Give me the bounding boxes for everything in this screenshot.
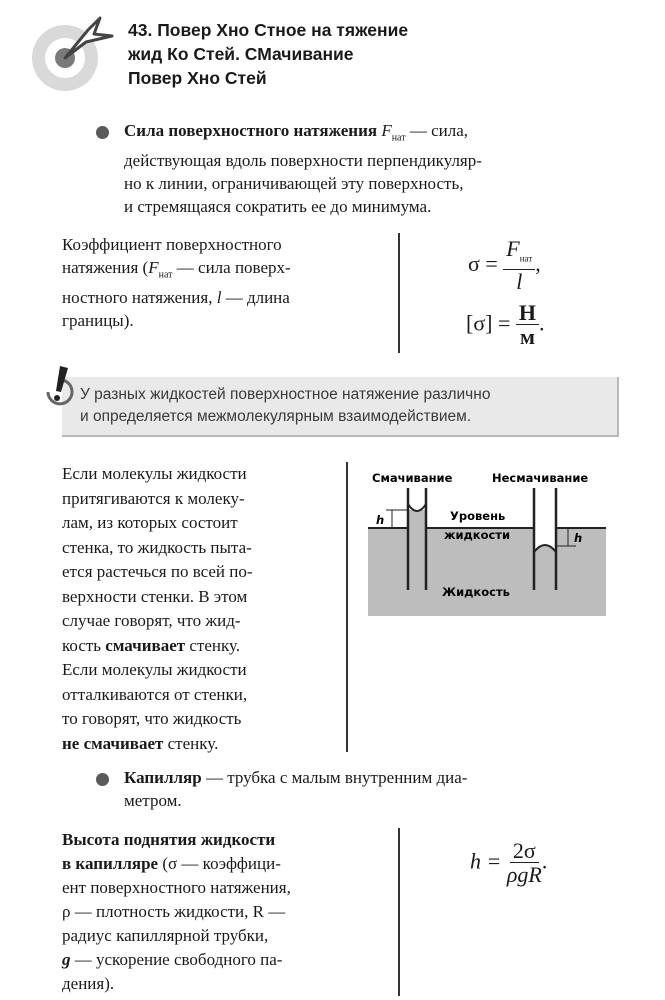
coef-symbol-f: F: [148, 258, 159, 277]
chapter-number: 43.: [128, 20, 153, 40]
bullet-icon: [96, 126, 109, 139]
wetting-line: Если молекулы жидкости: [62, 464, 247, 483]
wetting-line: случае говорят, что жид-: [62, 611, 241, 630]
term-not-wets: не смачивает: [62, 733, 164, 753]
exclamation-note-icon: [38, 362, 78, 408]
height-line-5: радиус капиллярной трубки,: [62, 926, 269, 945]
note-line-1: У разных жидкостей поверхностное натяжение различно: [80, 386, 491, 403]
divider-line: [398, 828, 400, 996]
note-line-2: и определяется межмолекулярным взаимодействием.: [80, 408, 472, 425]
divider-line: [346, 462, 348, 752]
coef-line-3b: — длина: [221, 288, 290, 308]
coef-line-2a: натяжения (: [62, 258, 149, 277]
title-line-2: жид Ко Стей. СМачивание: [128, 44, 354, 64]
height-line-3: ент поверхностного натяжения,: [62, 878, 291, 897]
definition-text-4: и стремящаяся сократить ее до минимума.: [124, 197, 432, 217]
concave-meniscus: [408, 504, 426, 511]
nonwetting-tube-inner: [534, 488, 556, 550]
label-level-2: жидкости: [444, 528, 511, 542]
coef-line-3a: ностного натяжения,: [62, 288, 217, 308]
unit-formula-num: Н: [516, 302, 539, 325]
height-line-6-rest: — ускорение свободного па-: [70, 950, 283, 969]
wetting-line: стенка, то жидкость пыта-: [62, 537, 252, 557]
height-title-2: в капилляре: [62, 854, 159, 873]
height-formula-lhs: h =: [470, 848, 502, 874]
term-wets: смачивает: [105, 635, 186, 655]
wetting-line-8a: кость: [62, 635, 106, 655]
sigma-formula: [468, 238, 541, 294]
capillary-text-2: метром.: [124, 791, 182, 810]
wetting-line: лам, из которых состоит: [62, 513, 238, 532]
label-liquid: Жидкость: [442, 585, 510, 599]
coef-line-4: границы).: [62, 311, 134, 331]
h-label-right: h: [574, 531, 583, 545]
wetting-line-8b: стенку.: [185, 635, 241, 655]
h-label-left: h: [376, 513, 385, 527]
chapter-logo-icon: [20, 12, 120, 94]
definition-text-3: но к линии, ограничивающей эту поверхность,: [124, 174, 464, 194]
wetting-line: притягиваются к молеку-: [62, 488, 245, 508]
unit-formula-den: м: [519, 324, 535, 349]
height-formula-end: .: [541, 848, 548, 874]
bullet-icon: [96, 773, 109, 786]
wetting-description: [62, 462, 342, 756]
definition-text-1: — сила,: [405, 121, 469, 140]
height-line-7: дения).: [62, 974, 115, 993]
capillary-text-1: — трубка с малым внутренним диа-: [201, 768, 468, 787]
coef-line-2b: — сила поверх-: [172, 258, 291, 277]
title-line-3: Повер Хно Стей: [128, 68, 267, 88]
term-capillary: Капилляр: [124, 768, 202, 787]
height-line-4: ρ — плотность жидкости, R —: [62, 902, 286, 921]
wetting-tube-liquid: [408, 510, 426, 590]
coef-line-1: Коэффициент поверхностного: [62, 235, 282, 254]
height-line-2-rest: (σ — коэффици-: [158, 854, 281, 873]
height-title-1: Высота поднятия жидкости: [62, 830, 276, 849]
sigma-unit-formula: [466, 302, 545, 349]
wetting-line: ется растечься по всей по-: [62, 562, 253, 581]
coef-symbol-sub: нат: [158, 269, 173, 281]
note-text: [80, 384, 610, 428]
title-line-1: Повер Хно Стное на тяжение: [157, 20, 409, 40]
height-formula-den: ρgR: [506, 862, 542, 887]
capillary-definition: [124, 766, 624, 812]
symbol-g: g: [62, 950, 71, 969]
label-nonwetting: Несмачивание: [492, 471, 589, 485]
label-level-1: Уровень: [450, 509, 506, 523]
sigma-formula-lhs: σ =: [468, 251, 498, 277]
height-description: [62, 828, 392, 996]
nonwetting-line: Если молекулы жидкости: [62, 660, 247, 679]
page-title: [128, 18, 548, 90]
nonwetting-line-last: стенку.: [163, 733, 219, 753]
sigma-formula-end: ,: [535, 251, 541, 277]
coef-symbol-l: l: [216, 288, 222, 308]
sigma-formula-num: F: [506, 236, 520, 261]
definition-surface-tension: [124, 119, 624, 218]
unit-formula-lhs: [σ] =: [466, 310, 511, 336]
coefficient-description: [62, 233, 392, 332]
label-wetting: Смачивание: [372, 471, 453, 485]
definition-text-2: действующая вдоль поверхности перпендикуляр-: [124, 151, 482, 171]
wetting-diagram: [368, 468, 608, 618]
term-surface-tension: Сила поверхностного натяжения: [124, 121, 378, 140]
symbol-f: F: [381, 121, 392, 140]
sigma-formula-num-sub: нат: [519, 253, 533, 264]
nonwetting-line: отталкиваются от стенки,: [62, 684, 248, 704]
height-formula-num: 2σ: [510, 840, 539, 863]
wetting-line: верхности стенки. В этом: [62, 586, 248, 606]
capillary-height-formula: [470, 840, 547, 887]
divider-line: [398, 233, 400, 353]
symbol-f-sub: нат: [391, 132, 406, 144]
unit-formula-end: .: [539, 310, 545, 336]
sigma-formula-den: l: [516, 269, 523, 295]
nonwetting-line: то говорят, что жидкость: [62, 709, 242, 728]
